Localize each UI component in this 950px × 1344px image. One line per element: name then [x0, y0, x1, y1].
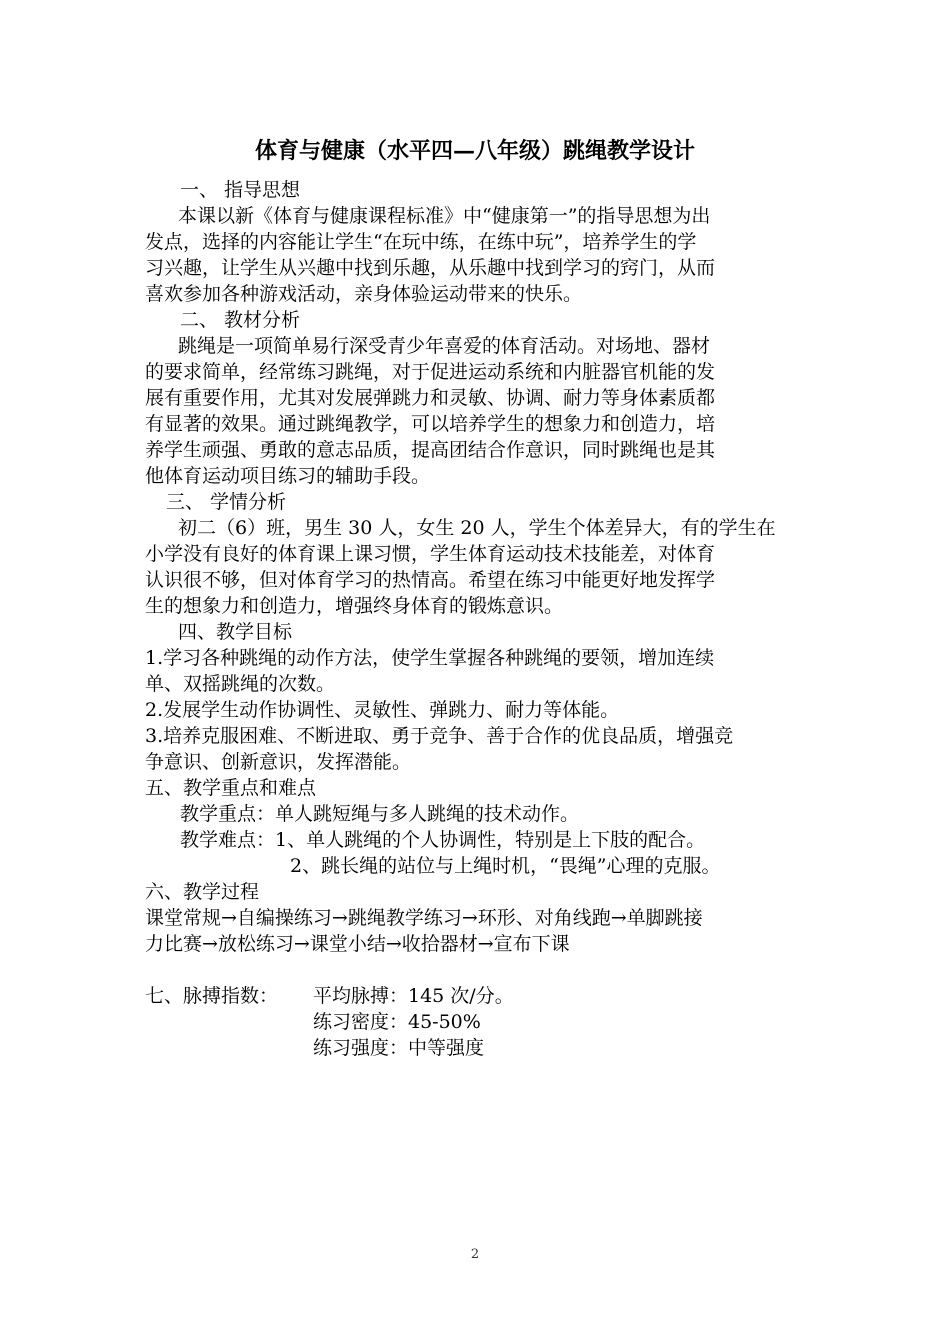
section-2-heading: 二、 教材分析: [180, 309, 301, 331]
section-4-heading: 四、教学目标: [178, 621, 293, 643]
page-number: 2: [470, 1247, 480, 1262]
section-7-heading: 七、脉搏指数：: [145, 985, 279, 1007]
section-1-line: 本课以新《体育与健康课程标准》中“健康第一”的指导思想为出: [178, 205, 711, 227]
section-7-line: 练习密度：45-50%: [313, 1011, 481, 1033]
section-3-line: 初二（6）班，男生 30 人，女生 20 人，学生个体差异大，有的学生在: [178, 517, 776, 539]
section-3-line: 认识很不够，但对体育学习的热情高。希望在练习中能更好地发挥学: [145, 569, 716, 591]
section-2-line: 的要求简单，经常练习跳绳，对于促进运动系统和内脏器官机能的发: [145, 361, 716, 383]
section-4-line: 2.发展学生动作协调性、灵敏性、弹跳力、耐力等体能。: [145, 699, 620, 721]
section-3-line: 生的想象力和创造力，增强终身体育的锻炼意识。: [145, 595, 564, 617]
section-1-line: 喜欢参加各种游戏活动，亲身体验运动带来的快乐。: [145, 283, 583, 305]
section-2-line: 有显著的效果。通过跳绳教学，可以培养学生的想象力和创造力，培: [145, 413, 716, 435]
section-6-line: 力比赛→放松练习→课堂小结→收拾器材→宣布下课: [145, 933, 570, 955]
section-7-line: 练习强度：中等强度: [313, 1037, 485, 1059]
section-4-line: 单、双摇跳绳的次数。: [145, 673, 336, 695]
section-5-line: 教学难点：1、单人跳绳的个人协调性，特别是上下肢的配合。: [180, 829, 706, 851]
section-2-line: 展有重要作用，尤其对发展弹跳力和灵敏、协调、耐力等身体素质都: [145, 387, 716, 409]
section-2-line: 养学生顽强、勇敢的意志品质，提高团结合作意识，同时跳绳也是其: [145, 439, 716, 461]
section-3-heading: 三、 学情分析: [166, 491, 287, 513]
section-4-line: 争意识、创新意识，发挥潜能。: [145, 751, 412, 773]
section-5-line: 2、跳长绳的站位与上绳时机，“畏绳”心理的克服。: [290, 855, 721, 877]
document-title: 体育与健康（水平四—八年级）跳绳教学设计: [254, 138, 695, 164]
section-1-heading: 一、 指导思想: [180, 179, 301, 201]
section-3-line: 小学没有良好的体育课上课习惯，学生体育运动技术技能差，对体育: [145, 543, 716, 565]
section-5-line: 教学重点：单人跳短绳与多人跳绳的技术动作。: [180, 803, 580, 825]
section-2-line: 跳绳是一项简单易行深受青少年喜爱的体育活动。对场地、器材: [178, 335, 711, 357]
section-7-line: 平均脉搏：145 次/分。: [313, 985, 514, 1007]
section-4-line: 1.学习各种跳绳的动作方法，使学生掌握各种跳绳的要领，增加连续: [145, 647, 715, 669]
section-6-heading: 六、教学过程: [145, 881, 260, 903]
section-5-heading: 五、教学重点和难点: [145, 777, 317, 799]
section-6-line: 课堂常规→自编操练习→跳绳教学练习→环形、对角线跑→单脚跳接: [145, 907, 703, 929]
section-1-line: 习兴趣，让学生从兴趣中找到乐趣，从乐趣中找到学习的窍门，从而: [145, 257, 716, 279]
section-1-line: 发点，选择的内容能让学生“在玩中练，在练中玩”，培养学生的学: [145, 231, 697, 253]
section-2-line: 他体育运动项目练习的辅助手段。: [145, 465, 431, 487]
section-4-line: 3.培养克服困难、不断进取、勇于竞争、善于合作的优良品质，增强竞: [145, 725, 734, 747]
